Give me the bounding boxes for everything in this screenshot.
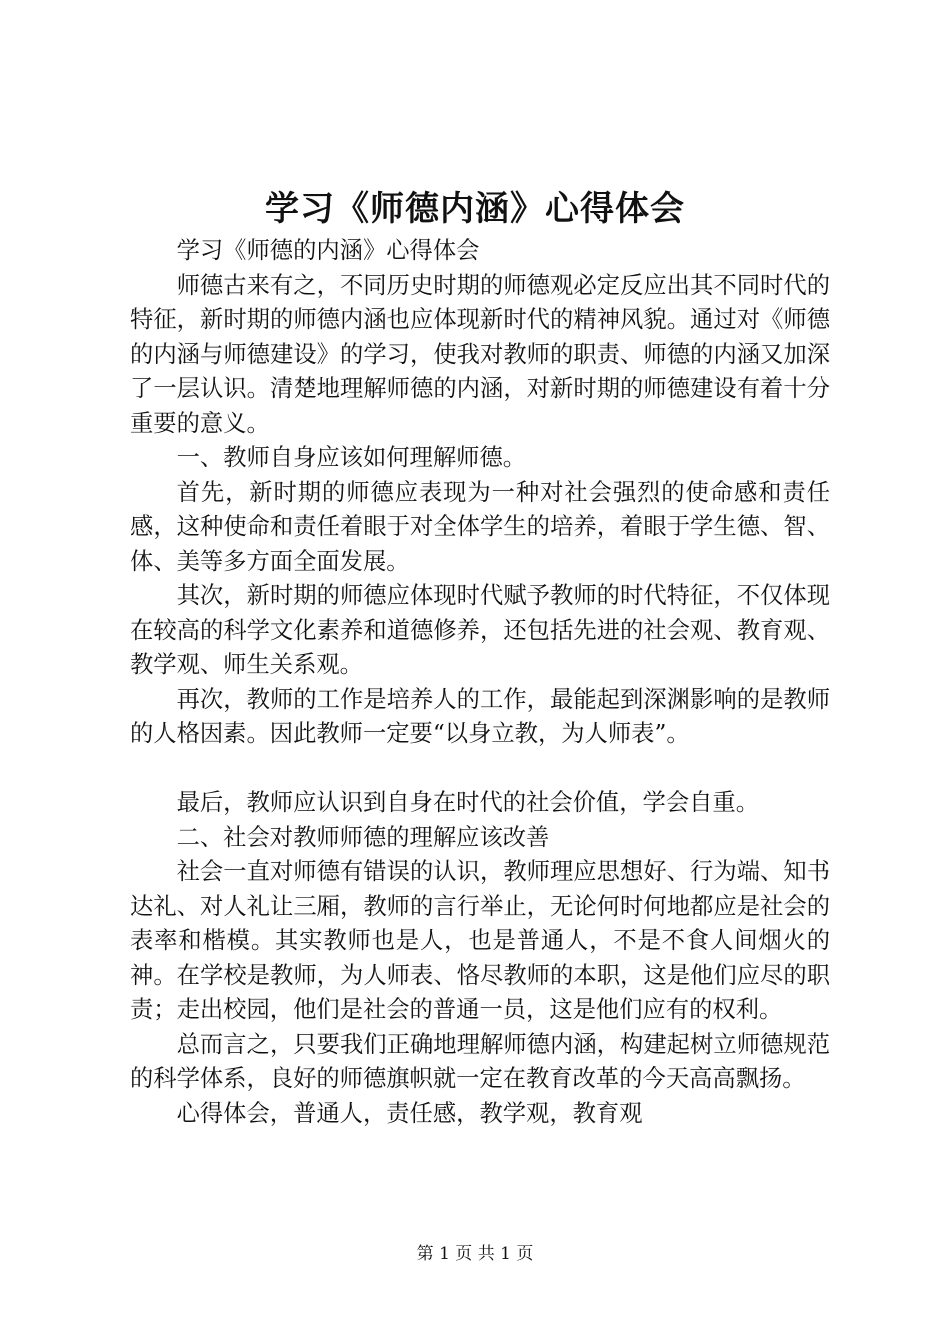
section-heading: 一、教师自身应该如何理解师德。 — [176, 444, 527, 471]
body-paragraph: 再次，教师的工作是培养人的工作，最能起到深渊影响的是教师的人格因素。因此教师一定要“以身立教，为人师表”。 — [130, 685, 830, 747]
body-paragraph: 师德古来有之，不同历史时期的师德观必定反应出其不同时代的特征，新时期的师德内涵也应体现新时代的精神风貌。通过对《师德的内涵与师德建设》的学习，使我对教师的职责、师德的内涵又加深了一层认识。清楚地理解师德的内涵，对新时期的师德建设有着十分重要的意义。 — [130, 271, 830, 437]
document-title: 学习《师德内涵》心得体会 — [265, 189, 685, 229]
body-paragraph: 社会一直对师德有错误的认识，教师理应思想好、行为端、知书达礼、对人礼让三厢，教师的言行举止，无论何时何地都应是社会的表率和楷模。其实教师也是人，也是普通人，不是不食人间烟火的神。在学校是教师，为人师表、恪尽教师的本职，这是他们应尽的职责；走出校园，他们是社会的普通一员，这是他们应有的权利。 — [130, 858, 830, 1023]
body-paragraph: 首先，新时期的师德应表现为一种对社会强烈的使命感和责任感，这种使命和责任着眼于对全体学生的培养，着眼于学生德、智、体、美等多方面全面发展。 — [130, 478, 830, 575]
body-paragraph: 最后，教师应认识到自身在时代的社会价值，学会自重。 — [176, 789, 760, 816]
document-body — [130, 234, 830, 1131]
body-paragraph: 总而言之，只要我们正确地理解师德内涵，构建起树立师德规范的科学体系，良好的师德旗帜就一定在教育改革的今天高高飘扬。 — [130, 1030, 830, 1092]
body-paragraph: 其次，新时期的师德应体现时代赋予教师的时代特征，不仅体现在较高的科学文化素养和道德修养，还包括先进的社会观、教育观、教学观、师生关系观。 — [130, 582, 830, 678]
keywords-paragraph: 心得体会，普通人，责任感，教学观，教育观 — [176, 1099, 643, 1127]
subtitle-paragraph: 学习《师德的内涵》心得体会 — [176, 237, 480, 264]
page-number-footer: 第 1 页 共 1 页 — [416, 1244, 534, 1264]
section-heading: 二、社会对教师师德的理解应该改善 — [176, 823, 550, 851]
